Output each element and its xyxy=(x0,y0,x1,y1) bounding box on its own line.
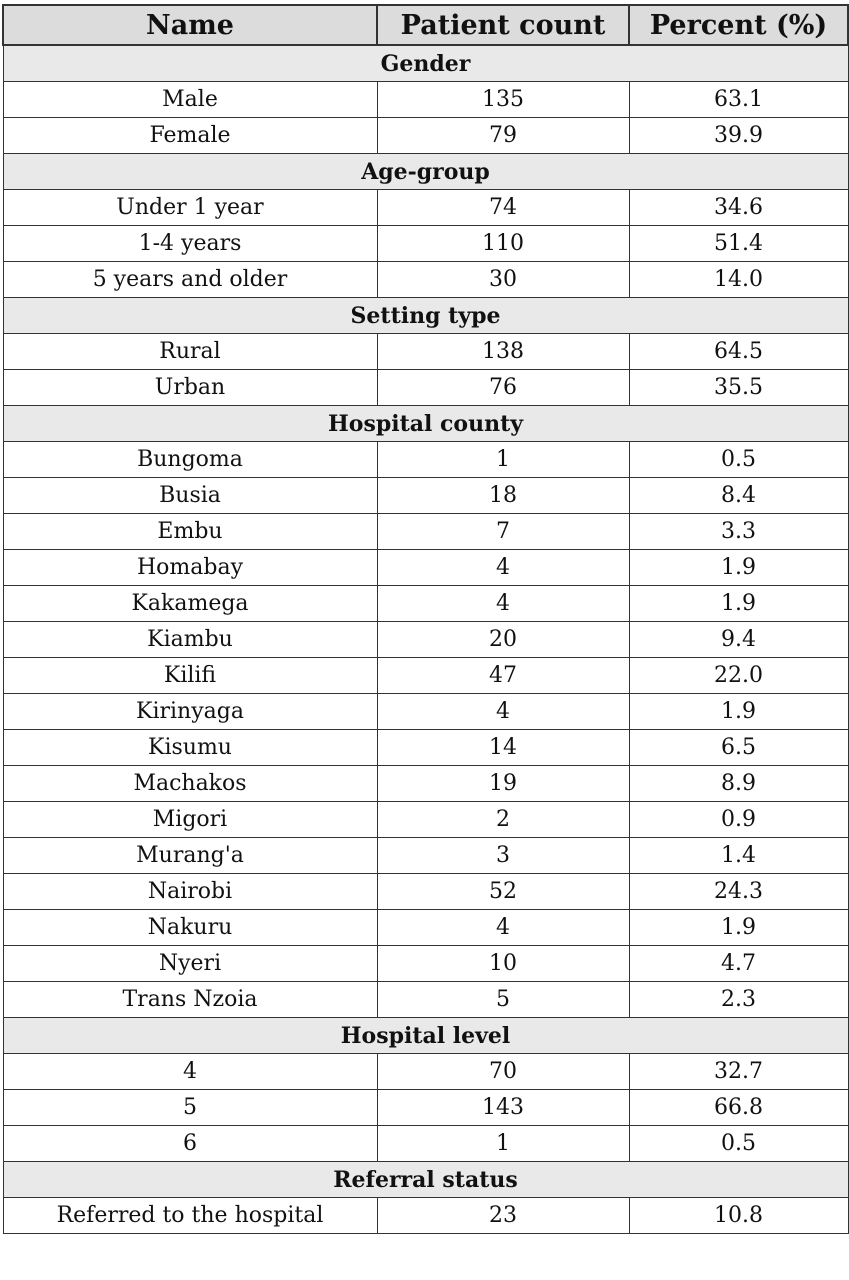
section-title: Hospital county xyxy=(3,406,848,442)
table-row xyxy=(3,478,848,514)
table-row xyxy=(3,910,848,946)
table-row xyxy=(3,1090,848,1126)
cell-percent: 8.4 xyxy=(629,478,848,514)
cell-name: Rural xyxy=(3,334,377,370)
cell-patient-count: 1 xyxy=(377,1126,629,1162)
section-title: Setting type xyxy=(3,298,848,334)
cell-patient-count: 76 xyxy=(377,370,629,406)
table-row xyxy=(3,586,848,622)
cell-patient-count: 18 xyxy=(377,478,629,514)
cell-patient-count: 19 xyxy=(377,766,629,802)
cell-percent: 0.5 xyxy=(629,1126,848,1162)
table-row xyxy=(3,658,848,694)
cell-patient-count: 4 xyxy=(377,910,629,946)
cell-percent: 34.6 xyxy=(629,190,848,226)
cell-patient-count: 10 xyxy=(377,946,629,982)
header-name: Name xyxy=(3,5,377,45)
table-row xyxy=(3,946,848,982)
table-row xyxy=(3,82,848,118)
cell-patient-count: 4 xyxy=(377,550,629,586)
cell-patient-count: 2 xyxy=(377,802,629,838)
cell-patient-count: 3 xyxy=(377,838,629,874)
cell-name: Referred to the hospital xyxy=(3,1198,377,1234)
cell-name: Murang'a xyxy=(3,838,377,874)
section-header-row xyxy=(3,1162,848,1198)
cell-percent: 22.0 xyxy=(629,658,848,694)
cell-percent: 24.3 xyxy=(629,874,848,910)
section-header-row xyxy=(3,45,848,82)
section-header-row xyxy=(3,1018,848,1054)
patient-characteristics-table-container xyxy=(2,4,847,1234)
table-row xyxy=(3,802,848,838)
table-row xyxy=(3,1054,848,1090)
table-body xyxy=(3,45,848,1234)
cell-name: 5 years and older xyxy=(3,262,377,298)
cell-percent: 39.9 xyxy=(629,118,848,154)
cell-patient-count: 70 xyxy=(377,1054,629,1090)
cell-percent: 66.8 xyxy=(629,1090,848,1126)
cell-name: Kakamega xyxy=(3,586,377,622)
cell-name: Urban xyxy=(3,370,377,406)
table-row xyxy=(3,730,848,766)
header-row xyxy=(3,5,848,45)
cell-name: Female xyxy=(3,118,377,154)
cell-percent: 35.5 xyxy=(629,370,848,406)
table-row xyxy=(3,442,848,478)
cell-patient-count: 7 xyxy=(377,514,629,550)
cell-name: Busia xyxy=(3,478,377,514)
cell-patient-count: 14 xyxy=(377,730,629,766)
table-row xyxy=(3,262,848,298)
table-row xyxy=(3,766,848,802)
cell-patient-count: 110 xyxy=(377,226,629,262)
cell-patient-count: 4 xyxy=(377,586,629,622)
cell-name: Machakos xyxy=(3,766,377,802)
table-row xyxy=(3,118,848,154)
cell-name: Male xyxy=(3,82,377,118)
cell-percent: 4.7 xyxy=(629,946,848,982)
cell-name: Under 1 year xyxy=(3,190,377,226)
cell-percent: 51.4 xyxy=(629,226,848,262)
section-header-row xyxy=(3,298,848,334)
patient-characteristics-table xyxy=(2,4,849,1234)
cell-percent: 0.5 xyxy=(629,442,848,478)
cell-name: Kirinyaga xyxy=(3,694,377,730)
cell-patient-count: 30 xyxy=(377,262,629,298)
cell-patient-count: 143 xyxy=(377,1090,629,1126)
section-title: Age-group xyxy=(3,154,848,190)
cell-name: Trans Nzoia xyxy=(3,982,377,1018)
table-row xyxy=(3,838,848,874)
table-row xyxy=(3,226,848,262)
cell-name: Kilifi xyxy=(3,658,377,694)
cell-percent: 10.8 xyxy=(629,1198,848,1234)
cell-percent: 2.3 xyxy=(629,982,848,1018)
cell-name: Bungoma xyxy=(3,442,377,478)
cell-name: Nakuru xyxy=(3,910,377,946)
section-title: Hospital level xyxy=(3,1018,848,1054)
table-row xyxy=(3,874,848,910)
cell-percent: 1.9 xyxy=(629,550,848,586)
cell-percent: 8.9 xyxy=(629,766,848,802)
cell-percent: 0.9 xyxy=(629,802,848,838)
section-header-row xyxy=(3,154,848,190)
cell-name: 1-4 years xyxy=(3,226,377,262)
cell-name: Homabay xyxy=(3,550,377,586)
header-percent: Percent (%) xyxy=(629,5,848,45)
cell-percent: 64.5 xyxy=(629,334,848,370)
section-title: Gender xyxy=(3,45,848,82)
section-title: Referral status xyxy=(3,1162,848,1198)
table-row xyxy=(3,514,848,550)
cell-patient-count: 5 xyxy=(377,982,629,1018)
cell-name: 6 xyxy=(3,1126,377,1162)
cell-patient-count: 135 xyxy=(377,82,629,118)
cell-percent: 1.9 xyxy=(629,694,848,730)
cell-patient-count: 52 xyxy=(377,874,629,910)
cell-patient-count: 74 xyxy=(377,190,629,226)
cell-patient-count: 1 xyxy=(377,442,629,478)
cell-name: Kiambu xyxy=(3,622,377,658)
cell-name: 5 xyxy=(3,1090,377,1126)
cell-name: Embu xyxy=(3,514,377,550)
table-row xyxy=(3,1198,848,1234)
table-row xyxy=(3,190,848,226)
table-header xyxy=(3,5,848,45)
cell-percent: 9.4 xyxy=(629,622,848,658)
cell-patient-count: 47 xyxy=(377,658,629,694)
table-row xyxy=(3,334,848,370)
table-row xyxy=(3,370,848,406)
cell-percent: 6.5 xyxy=(629,730,848,766)
cell-percent: 1.9 xyxy=(629,586,848,622)
cell-name: Nairobi xyxy=(3,874,377,910)
cell-percent: 63.1 xyxy=(629,82,848,118)
cell-name: Migori xyxy=(3,802,377,838)
cell-percent: 32.7 xyxy=(629,1054,848,1090)
cell-percent: 1.9 xyxy=(629,910,848,946)
cell-patient-count: 23 xyxy=(377,1198,629,1234)
table-row xyxy=(3,982,848,1018)
section-header-row xyxy=(3,406,848,442)
cell-name: 4 xyxy=(3,1054,377,1090)
cell-name: Nyeri xyxy=(3,946,377,982)
table-row xyxy=(3,622,848,658)
cell-percent: 14.0 xyxy=(629,262,848,298)
cell-patient-count: 79 xyxy=(377,118,629,154)
table-row xyxy=(3,1126,848,1162)
cell-percent: 3.3 xyxy=(629,514,848,550)
table-row xyxy=(3,550,848,586)
cell-name: Kisumu xyxy=(3,730,377,766)
cell-patient-count: 4 xyxy=(377,694,629,730)
header-patient-count: Patient count xyxy=(377,5,629,45)
table-row xyxy=(3,694,848,730)
cell-percent: 1.4 xyxy=(629,838,848,874)
cell-patient-count: 138 xyxy=(377,334,629,370)
cell-patient-count: 20 xyxy=(377,622,629,658)
